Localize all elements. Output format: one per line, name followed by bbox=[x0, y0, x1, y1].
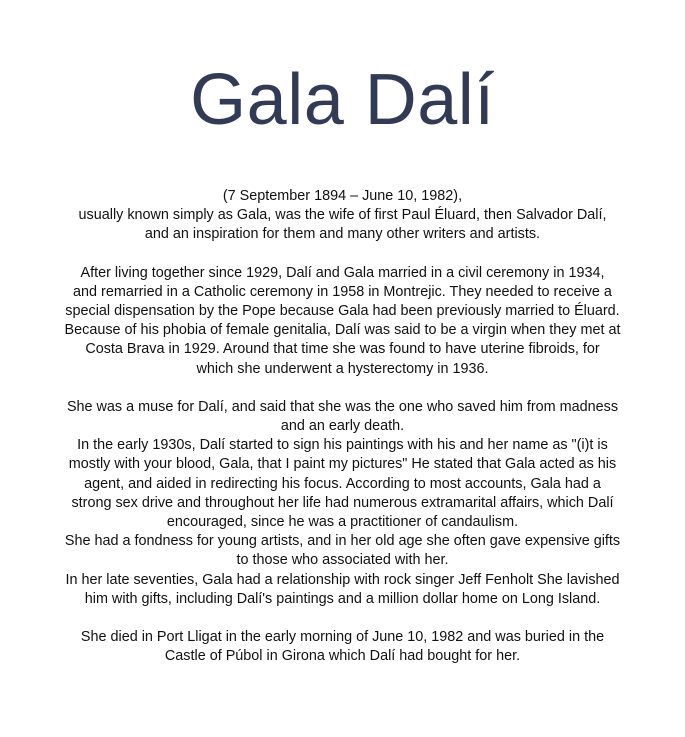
paragraph-gap bbox=[50, 609, 635, 628]
text-line: him with gifts, including Dalí's paintings and a million dollar home on Long Island. bbox=[84, 590, 601, 607]
text-line: mostly with your blood, Gala, that I paint my pictures" He stated that Gala acted as his bbox=[68, 456, 617, 473]
text-line: and an inspiration for them and many other writers and artists. bbox=[144, 226, 541, 243]
text-line: and an early death. bbox=[280, 418, 405, 435]
text-line: She had a fondness for young artists, and in her old age she often gave expensive gifts bbox=[64, 533, 621, 550]
paragraph-marriage bbox=[50, 264, 635, 379]
text-line: to those who associated with her. bbox=[236, 552, 449, 569]
text-line: Because of his phobia of female genitalia, Dalí was said to be a virgin when they met at bbox=[64, 322, 621, 339]
text-line: In the early 1930s, Dalí started to sign his paintings with his and her name as "(i)t is bbox=[77, 437, 608, 454]
text-line: (7 September 1894 – June 10, 1982), bbox=[222, 188, 463, 204]
paragraph-death bbox=[50, 628, 635, 666]
text-line: She was a muse for Dalí, and said that she was the one who saved him from madness bbox=[66, 398, 619, 415]
paragraph-gap bbox=[50, 379, 635, 398]
text-line: special dispensation by the Pope because Gala had been previously married to Éluard. bbox=[65, 303, 620, 320]
text-line: and remarried in a Catholic ceremony in 1958 in Montrejic. They needed to receive a bbox=[73, 283, 612, 300]
biography-text bbox=[50, 187, 635, 666]
page-title: Gala Dalí bbox=[190, 60, 495, 140]
text-line: strong sex drive and throughout her life had numerous extramarital affairs, which Dalí bbox=[71, 494, 614, 511]
text-line: encouraged, since he was a practitioner of candaulism. bbox=[166, 514, 519, 531]
text-line: Castle of Púbol in Girona which Dalí had bought for her. bbox=[164, 648, 521, 665]
text-line: usually known simply as Gala, was the wife of first Paul Éluard, then Salvador Dalí, bbox=[78, 207, 607, 224]
text-line: Costa Brava in 1929. Around that time she was found to have uterine fibroids, for bbox=[85, 341, 600, 358]
text-line: She died in Port Lligat in the early morning of June 10, 1982 and was buried in the bbox=[80, 629, 605, 646]
paragraph-muse bbox=[50, 398, 635, 609]
paragraph-gap bbox=[50, 245, 635, 264]
text-line: After living together since 1929, Dalí and Gala married in a civil ceremony in 1934, bbox=[80, 264, 605, 281]
text-line: which she underwent a hysterectomy in 1936. bbox=[196, 360, 489, 377]
text-line: agent, and aided in redirecting his focus. According to most accounts, Gala had a bbox=[84, 475, 601, 492]
paragraph-intro bbox=[50, 187, 635, 245]
text-line: In her late seventies, Gala had a relationship with rock singer Jeff Fenholt She lavished bbox=[65, 571, 620, 588]
